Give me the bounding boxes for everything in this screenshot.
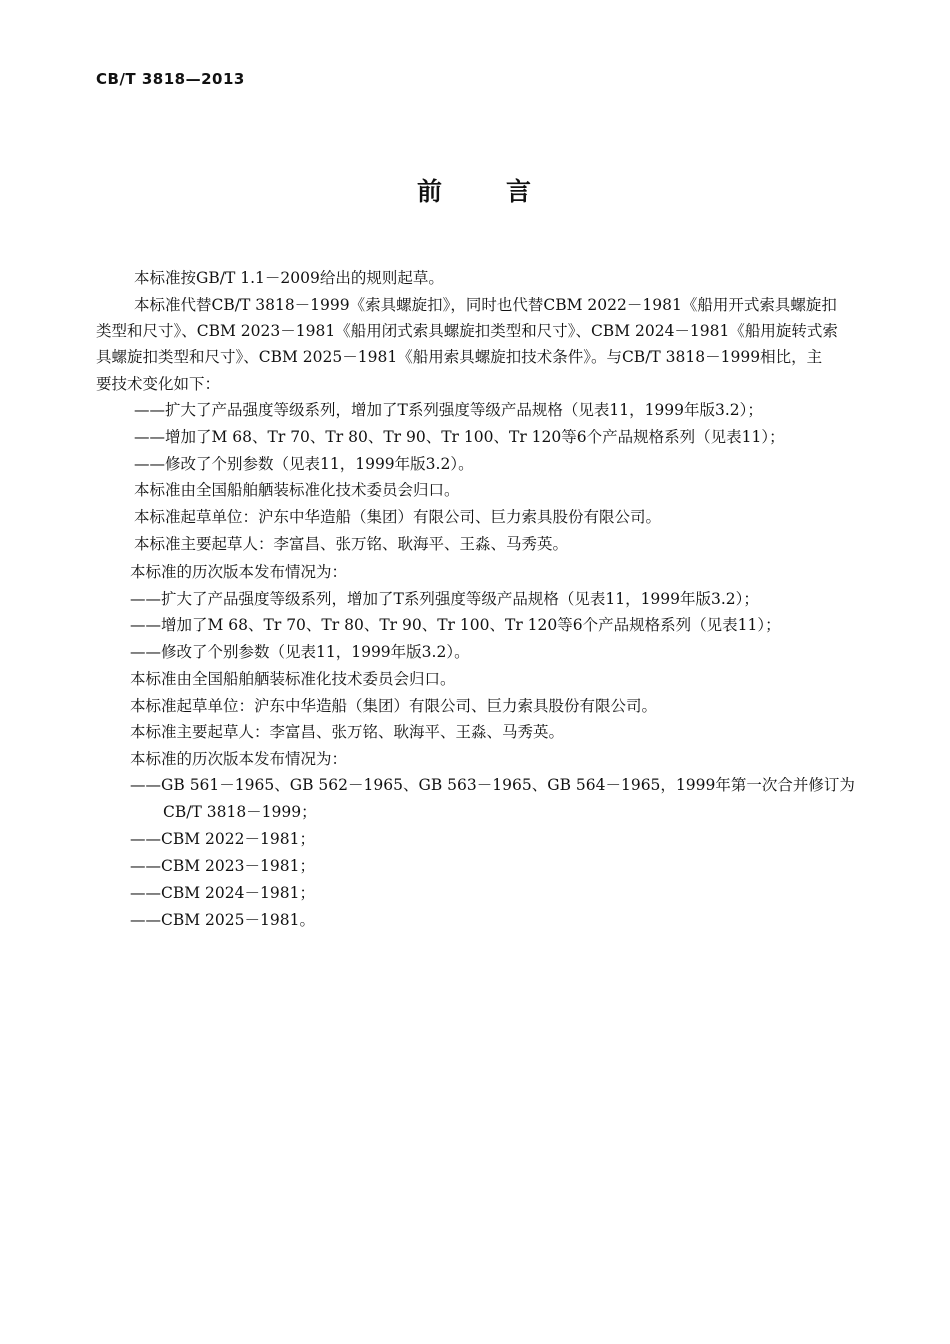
list-item: ——CBM 2025－1981。 bbox=[130, 911, 315, 929]
text-line: 本标准起草单位：沪东中华造船（集团）有限公司、巨力索具股份有限公司。 bbox=[130, 697, 658, 715]
list-item: ——增加了M 68、Tr 70、Tr 80、Tr 90、Tr 100、Tr 120等6个产品规格系列（见表11）； bbox=[134, 428, 785, 446]
page-title bbox=[0, 172, 950, 208]
title-char-2: 言 bbox=[506, 177, 534, 206]
text-line: 本标准代替CB/T 3818－1999《索具螺旋扣》，同时也代替CBM 2022－1981《船用开式索具螺旋扣 bbox=[134, 296, 837, 314]
list-item: ——增加了M 68、Tr 70、Tr 80、Tr 90、Tr 100、Tr 120等6个产品规格系列（见表11）； bbox=[130, 616, 781, 634]
text-line: 本标准由全国船舶舾装标准化技术委员会归口。 bbox=[130, 670, 456, 688]
list-item: ——修改了个别参数（见表11，1999年版3.2）。 bbox=[130, 643, 470, 661]
text-line: 本标准起草单位：沪东中华造船（集团）有限公司、巨力索具股份有限公司。 bbox=[134, 508, 662, 526]
text-line: 类型和尺寸》、CBM 2023－1981《船用闭式索具螺旋扣类型和尺寸》、CBM 2024－1981《船用旋转式索 bbox=[96, 322, 838, 340]
list-item: ——GB 561－1965、GB 562－1965、GB 563－1965、GB 564－1965，1999年第一次合并修订为 bbox=[130, 776, 855, 794]
text-line: 本标准主要起草人：李富昌、张万铭、耿海平、王淼、马秀英。 bbox=[134, 535, 569, 553]
text-line: 本标准的历次版本发布情况为： bbox=[130, 563, 348, 581]
document-code: CB/T 3818—2013 bbox=[96, 70, 245, 88]
list-item: ——CBM 2022－1981； bbox=[130, 830, 315, 848]
text-line: 本标准按GB/T 1.1－2009给出的规则起草。 bbox=[134, 269, 444, 287]
title-char-1: 前 bbox=[416, 177, 444, 206]
text-line: 本标准主要起草人：李富昌、张万铭、耿海平、王淼、马秀英。 bbox=[130, 723, 565, 741]
text-line: 本标准由全国船舶舾装标准化技术委员会归口。 bbox=[134, 481, 460, 499]
list-item: ——修改了个别参数（见表11，1999年版3.2）。 bbox=[134, 455, 474, 473]
list-item-continuation: CB/T 3818－1999； bbox=[163, 803, 317, 821]
text-line: 具螺旋扣类型和尺寸》、CBM 2025－1981《船用索具螺旋扣技术条件》。与CB/T 3818－1999相比，主 bbox=[96, 348, 823, 366]
list-item: ——扩大了产品强度等级系列，增加了T系列强度等级产品规格（见表11，1999年版3.2）； bbox=[134, 401, 763, 419]
list-item: ——CBM 2023－1981； bbox=[130, 857, 315, 875]
list-item: ——扩大了产品强度等级系列，增加了T系列强度等级产品规格（见表11，1999年版3.2）； bbox=[130, 590, 759, 608]
list-item: ——CBM 2024－1981； bbox=[130, 884, 315, 902]
text-line: 要技术变化如下： bbox=[96, 375, 221, 393]
text-line: 本标准的历次版本发布情况为： bbox=[130, 750, 348, 768]
